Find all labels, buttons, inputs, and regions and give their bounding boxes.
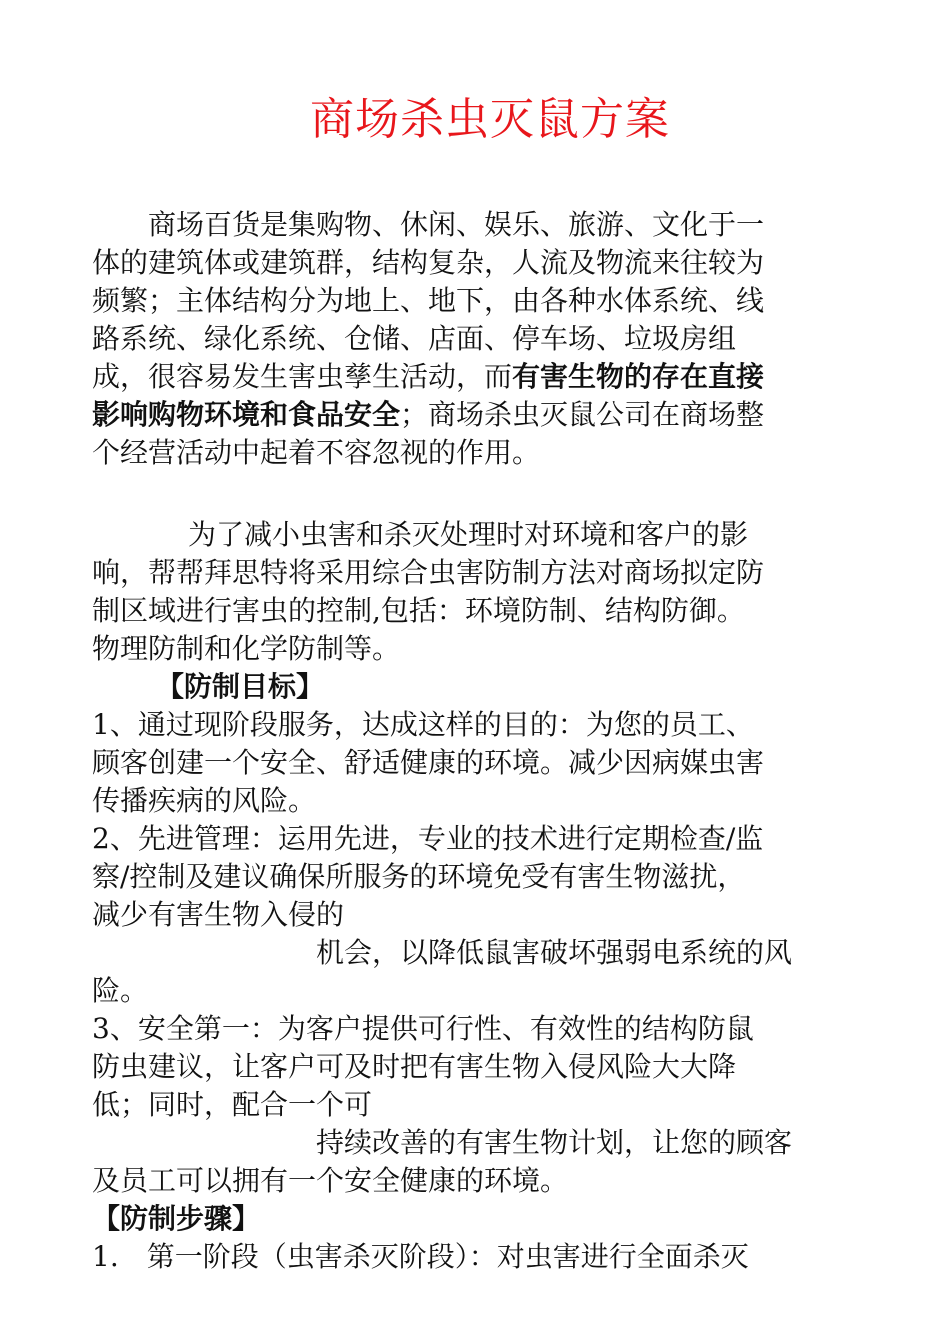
- paragraph-line: 物理防制和化学防制等。: [92, 632, 401, 665]
- paragraph-line: 察/控制及建议确保所服务的环境免受有害生物滋扰，: [92, 860, 746, 893]
- paragraph-line: 1、通过现阶段服务，达成这样的目的：为您的员工、: [92, 708, 754, 741]
- text-normal: 成，很容易发生害虫孳生活动，而: [92, 360, 513, 393]
- text-bold: 有害生物的存在直接: [512, 360, 765, 393]
- text-bold: 影响购物环境和食品安全: [92, 398, 401, 431]
- paragraph-gap: [92, 472, 862, 516]
- paragraph-line: [92, 358, 862, 396]
- paragraph-line: 响，帮帮拜思特将采用综合虫害防制方法对商场拟定防: [92, 556, 765, 589]
- paragraph-line: 1. 第一阶段（虫害杀灭阶段）：对虫害进行全面杀灭: [92, 1240, 749, 1273]
- paragraph-line: 体的建筑体或建筑群，结构复杂，人流及物流来往较为: [92, 246, 765, 279]
- paragraph-line: 路系统、绿化系统、仓储、店面、停车场、垃圾房组: [92, 322, 737, 355]
- paragraph-line: 个经营活动中起着不容忽视的作用。: [92, 436, 541, 469]
- text-normal: ；商场杀虫灭鼠公司在商场整: [400, 398, 765, 431]
- paragraph-line: 制区域进行害虫的控制,包括：环境防制、结构防御。: [92, 594, 745, 627]
- paragraph-line: 顾客创建一个安全、舒适健康的环境。减少因病媒虫害: [92, 746, 765, 779]
- paragraph-line: 机会，以降低鼠害破坏强弱电系统的风: [316, 936, 793, 969]
- paragraph-line: 低；同时，配合一个可: [92, 1088, 373, 1121]
- paragraph-line: 2、先进管理：运用先进，专业的技术进行定期检查/监: [92, 822, 764, 855]
- paragraph-line: 险。: [92, 974, 149, 1007]
- paragraph-line: 商场百货是集购物、休闲、娱乐、旅游、文化于一: [148, 208, 765, 241]
- paragraph-line: 防虫建议，让客户可及时把有害生物入侵风险大大降: [92, 1050, 737, 1083]
- document-body: [92, 206, 862, 1276]
- paragraph-line: 为了减小虫害和杀灭处理时对环境和客户的影: [188, 518, 749, 551]
- section-heading: 【防制步骤】: [92, 1202, 261, 1235]
- paragraph-line: 频繁；主体结构分为地上、地下，由各种水体系统、线: [92, 284, 765, 317]
- document-title: 商场杀虫灭鼠方案: [310, 94, 670, 145]
- paragraph-line: 及员工可以拥有一个安全健康的环境。: [92, 1164, 569, 1197]
- paragraph-line: 持续改善的有害生物计划，让您的顾客: [316, 1126, 793, 1159]
- paragraph-line: 3、安全第一：为客户提供可行性、有效性的结构防鼠: [92, 1012, 754, 1045]
- paragraph-line: 减少有害生物入侵的: [92, 898, 345, 931]
- section-heading: 【防制目标】: [156, 670, 325, 703]
- paragraph-line: [92, 396, 862, 434]
- paragraph-line: 传播疾病的风险。: [92, 784, 317, 817]
